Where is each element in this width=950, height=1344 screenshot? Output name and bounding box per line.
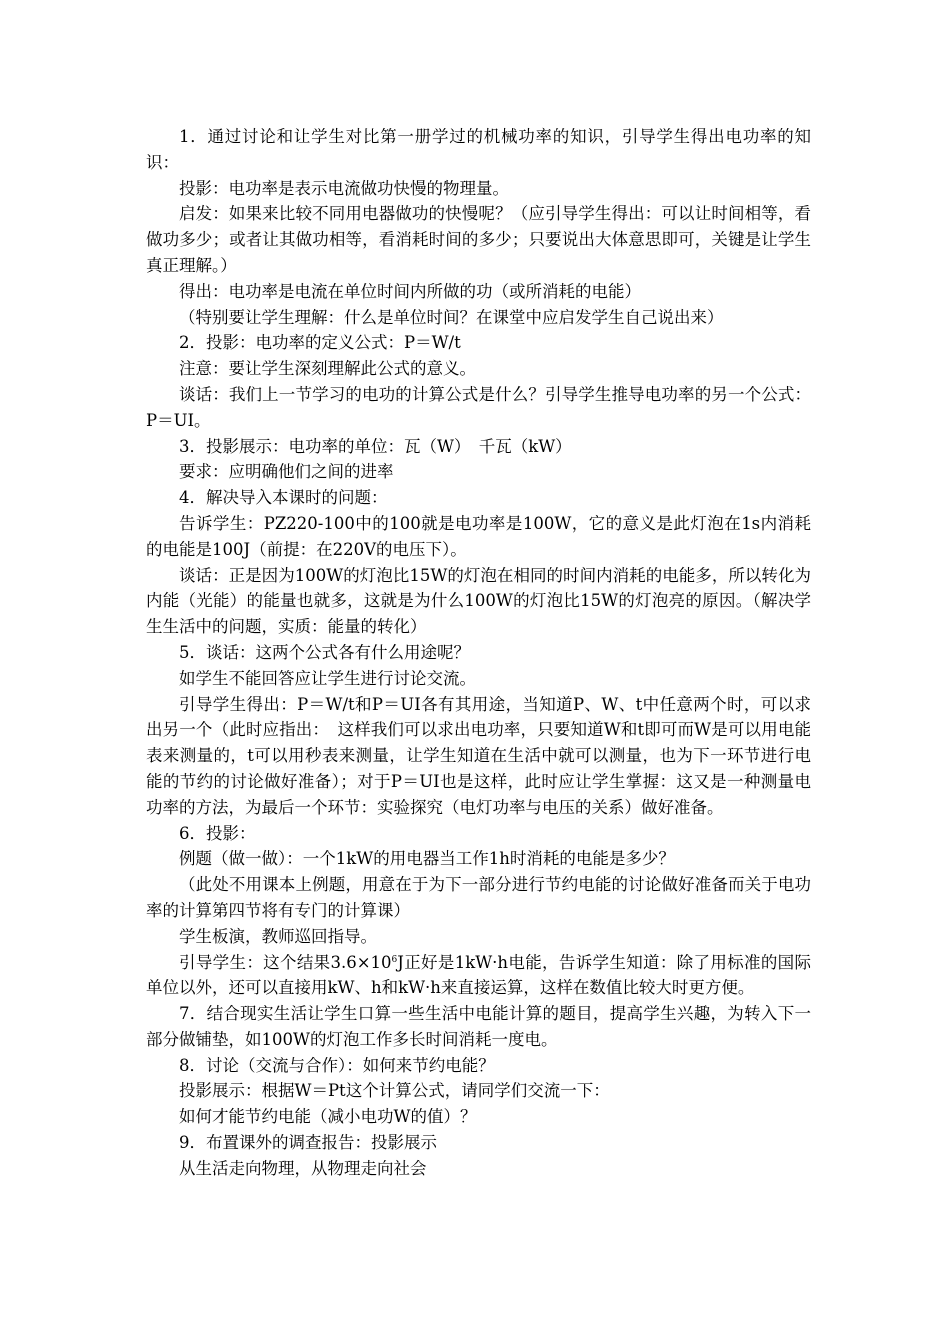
paragraph: 注意：要让学生深刻理解此公式的意义。 bbox=[179, 359, 476, 379]
text-run: 引导学生：这个结果3.6×10 bbox=[179, 952, 392, 972]
paragraph: 谈话：正是因为100W的灯泡比15W的灯泡在相同的时间内消耗的电能多，所以转化为内能（光能）的能量也就多，这就是为什么100W的灯泡比15W的灯泡亮的原因。（解决学生生活中的问题，实质：能量的转化） bbox=[146, 565, 811, 637]
paragraph: 如何才能节约电能（减小电功W的值）？ bbox=[179, 1107, 477, 1127]
paragraph: 投影展示：根据W＝Pt这个计算公式，请同学们交流一下： bbox=[179, 1081, 610, 1101]
paragraph: 学生板演，教师巡回指导。 bbox=[179, 926, 377, 946]
paragraph-with-superscript bbox=[146, 950, 811, 1002]
paragraph: 5．谈话：这两个公式各有什么用途呢？ bbox=[179, 642, 470, 662]
paragraph: 9．布置课外的调查报告：投影展示 bbox=[179, 1133, 437, 1153]
paragraph: 6．投影： bbox=[179, 823, 256, 843]
paragraph: 2．投影：电功率的定义公式：P＝W/t bbox=[179, 333, 461, 353]
paragraph: 1．通过讨论和让学生对比第一册学过的机械功率的知识，引导学生得出电功率的知识： bbox=[146, 127, 811, 172]
paragraph: 4．解决导入本课时的问题： bbox=[179, 488, 388, 508]
paragraph: 启发：如果来比较不同用电器做功的快慢呢？（应引导学生得出：可以让时间相等，看做功多少；或者让其做功相等，看消耗时间的多少；只要说出大体意思即可，关键是让学生真正理解。） bbox=[146, 204, 811, 275]
document-body bbox=[146, 124, 811, 1182]
paragraph: 谈话：我们上一节学习的电功的计算公式是什么？引导学生推导电功率的另一个公式：P＝UI。 bbox=[146, 384, 811, 430]
paragraph: 8．讨论（交流与合作）：如何来节约电能？ bbox=[179, 1055, 495, 1075]
exponent: 6 bbox=[391, 954, 398, 965]
paragraph: 3．投影展示：电功率的单位：瓦（W） 千瓦（kW） bbox=[179, 436, 572, 456]
paragraph: 告诉学生：PZ220-100中的100就是电功率是100W，它的意义是此灯泡在1s内消耗的电能是100J（前提：在220V的电压下）。 bbox=[146, 513, 811, 559]
paragraph: 得出：电功率是电流在单位时间内所做的功（或所消耗的电能） bbox=[179, 281, 641, 301]
paragraph: 投影：电功率是表示电流做功快慢的物理量。 bbox=[179, 178, 509, 198]
paragraph: 要求：应明确他们之间的进率 bbox=[179, 462, 394, 482]
paragraph: 例题（做一做）：一个1kW的用电器当工作1h时消耗的电能是多少？ bbox=[179, 849, 675, 869]
paragraph: 从生活走向物理，从物理走向社会 bbox=[179, 1158, 427, 1178]
paragraph: 7．结合现实生活让学生口算一些生活中电能计算的题目，提高学生兴趣，为转入下一部分做铺垫，如100W的灯泡工作多长时间消耗一度电。 bbox=[146, 1004, 811, 1049]
text-run: J正好是1kW·h电能，告诉学生知道：除了用标准的国际单位以外，还可以直接用kW、h和kW·h来直接运算，这样在数值比较大时更方便。 bbox=[146, 952, 811, 998]
paragraph: （此处不用课本上例题，用意在于为下一部分进行节约电能的讨论做好准备而关于电功率的计算第四节将有专门的计算课） bbox=[146, 875, 811, 920]
paragraph: 如学生不能回答应让学生进行讨论交流。 bbox=[179, 668, 476, 688]
paragraph: 引导学生得出：P＝W/t和P＝UI各有其用途，当知道P、W、t中任意两个时，可以求出另一个（此时应指出： 这样我们可以求出电功率，只要知道W和t即可而W是可以用电能表来测量的，t可以用秒表来测量，让学生知道在生活中就可以测量，也为下一环节进行电能的节约的讨论做好准备）；对于P＝UI也是这样，此时应让学生掌握：这又是一种测量电功率的方法，为最后一个环节：实验探究（电灯功率与电压的关系）做好准备。 bbox=[146, 694, 811, 817]
paragraph: （特别要让学生理解：什么是单位时间？在课堂中应启发学生自己说出来） bbox=[179, 307, 724, 327]
